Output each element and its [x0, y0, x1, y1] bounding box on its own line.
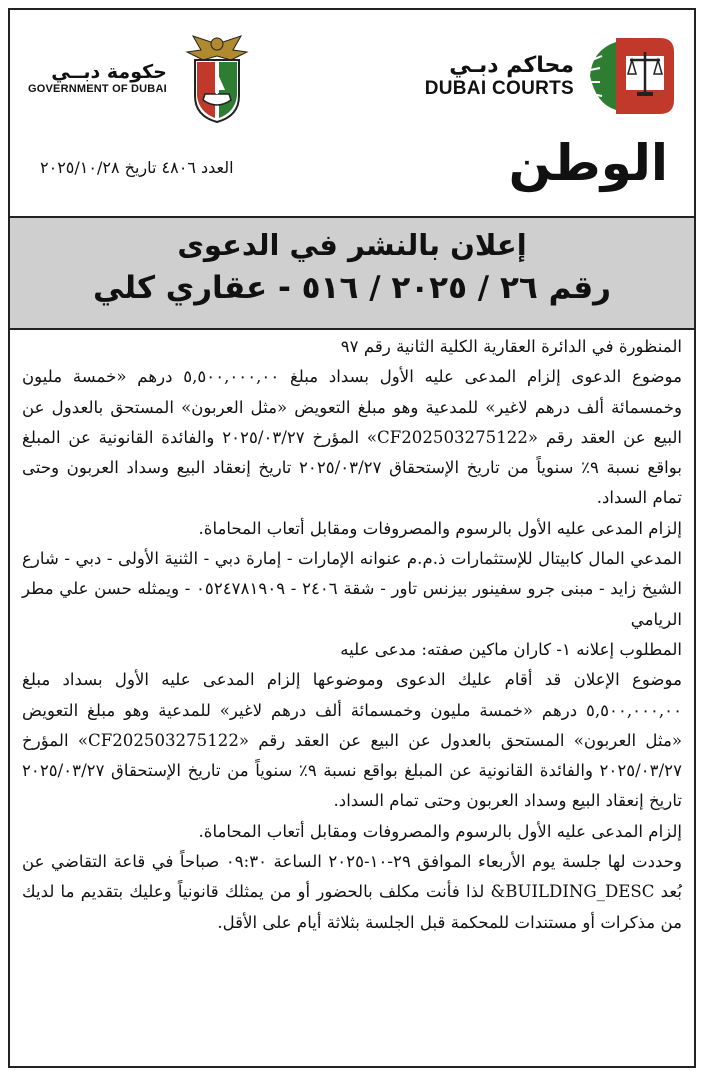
- case-number: رقم ٢٦ / ٢٠٢٥ / ٥١٦ - عقاري كلي: [92, 270, 612, 306]
- scales-of-justice-icon: [582, 30, 680, 122]
- title-band: [10, 216, 694, 330]
- government-name-en: GOVERNMENT OF DUBAI: [28, 83, 167, 95]
- courts-name-en: DUBAI COURTS: [424, 77, 574, 99]
- fees-paragraph: إلزام المدعى عليه الأول بالرسوم والمصروفات ومقابل أتعاب المحاماة.: [198, 518, 682, 538]
- falcon-emblem-icon: [173, 30, 261, 126]
- government-of-dubai-logo: [28, 30, 261, 126]
- government-text: [28, 61, 167, 95]
- dubai-courts-logo: [425, 30, 680, 122]
- courts-name-ar: محاكم دبـي: [449, 52, 574, 78]
- plaintiff-paragraph: المدعي المال كابيتال للإستثمارات ذ.م.م عنوانه الإمارات - إمارة دبي - الثنية الأولى - دبي - شارع الشيخ زايد - مبنى جرو سفينور بيزنس تاور - شقة ٢٤٠٦ - ٠٥٢٤٧٨١٩٠٩ - ويمثله حسن علي مطر الريامي: [22, 549, 683, 629]
- newspaper-name: الوطن: [508, 134, 668, 192]
- courts-text: [425, 53, 574, 100]
- defendant-paragraph: المطلوب إعلانه ١- كاران ماكين صفته: مدعى عليه: [340, 639, 682, 659]
- government-name-ar: حكومة دبــي: [51, 61, 167, 83]
- hearing-paragraph: وحددت لها جلسة يوم الأربعاء الموافق ٢٩-١٠-٢٠٢٥ الساعة ٠٩:٣٠ صباحاً في قاعة التقاضي عن بُعد BUILDING_DESC& لذا فأنت مكلف بالحضور أو من يمثلك قانونياً وعليك بتقديم ما لديك من مذكرات أو مستندات للمحكمة قبل الجلسة بثلاثة أيام على الأقل.: [22, 852, 683, 932]
- notice-title: إعلان بالنشر في الدعوى: [177, 228, 527, 262]
- notice-body: [22, 332, 682, 938]
- notice-subject-paragraph: موضوع الإعلان قد أقام عليك الدعوى وموضوعها إلزام المدعى عليه الأول بسداد مبلغ ٥,٥٠٠,٠٠٠,٠٠ درهم «خمسة مليون وخمسمائة ألف درهم لاغير» للمدعية وهو مبلغ التعويض «مثل العربون» المستحق بالعدول عن البيع عن العقد رقم «CF202503275122» المؤرخ ٢٠٢٥/٠٣/٢٧ والفائدة القانونية عن المبلغ بواقع نسبة ٩٪ سنوياً من تاريخ الإستحقاق ٢٠٢٥/٠٣/٢٧ تاريخ إنعقاد البيع وسداد العربون وحتى تمام السداد.: [22, 670, 683, 811]
- court-notice-page: [8, 8, 696, 1068]
- fees-paragraph-2: إلزام المدعى عليه الأول بالرسوم والمصروفات ومقابل أتعاب المحاماة.: [198, 821, 682, 841]
- issue-number-and-date: العدد ٤٨٠٦ تاريخ ٢٠٢٥/١٠/٢٨: [40, 158, 234, 177]
- court-circuit-paragraph: المنظورة في الدائرة العقارية الكلية الثانية رقم ٩٧: [340, 337, 682, 356]
- case-subject-paragraph: موضوع الدعوى إلزام المدعى عليه الأول بسداد مبلغ ٥,٥٠٠,٠٠٠,٠٠ درهم «خمسة مليون وخمسمائة ألف درهم لاغير» للمدعية وهو مبلغ التعويض «مثل العربون» المستحق بالعدول عن البيع عن العقد رقم «CF202503275122» المؤرخ ٢٠٢٥/٠٣/٢٧ والفائدة القانونية عن المبلغ بواقع نسبة ٩٪ سنوياً من تاريخ الإستحقاق ٢٠٢٥/٠٣/٢٧ تاريخ إنعقاد البيع وسداد العربون وحتى تمام السداد.: [22, 367, 682, 508]
